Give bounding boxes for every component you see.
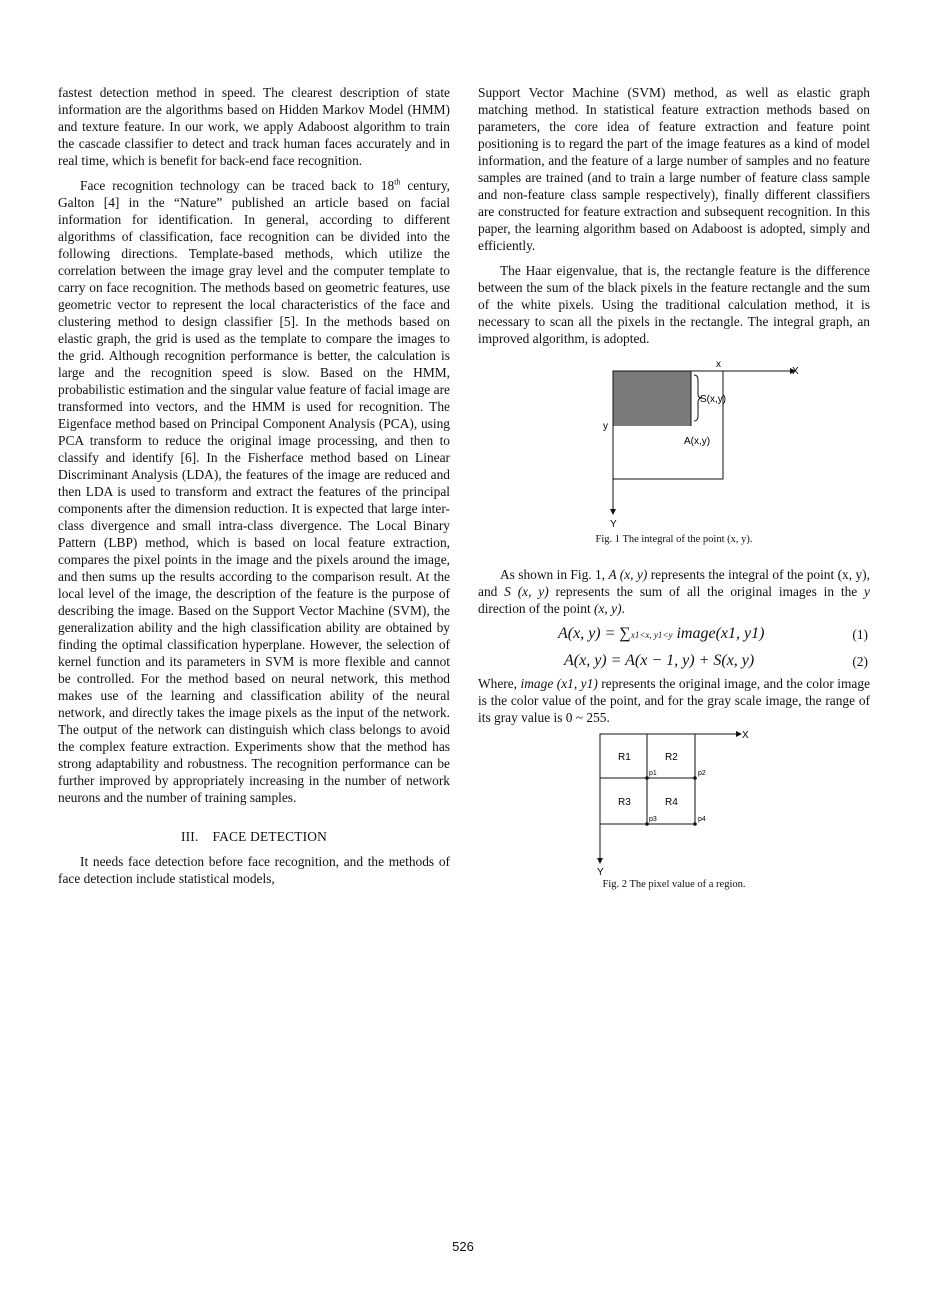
equation-2 [478,648,870,675]
right-column [478,84,870,891]
region-r1: R1 [618,752,631,763]
integral-region-shaded [613,371,691,426]
figure-1-diagram [478,357,870,529]
label-s: S(x,y) [700,394,727,405]
y-axis-arrow [610,509,616,515]
eq1-lhs: A(x, y) = ∑ [558,625,631,642]
point-p2 [693,776,697,780]
label-p3: p3 [649,816,657,823]
section-heading [58,828,450,845]
point-p4 [693,822,697,826]
right-paragraph-4 [478,675,870,726]
p3-italic-d: (x, y) [594,601,622,616]
p3-italic-b: S (x, y) [504,584,549,599]
left-paragraph-1: fastest detection method in speed. The clearest description of state information are the algorithms based on Hidden Markov Model (HMM) and texture feature. In our work, we apply Adaboost algorithm to train the cascade classifier to detect and track human faces accurately and in real time, which is benefit for back-end face recognition. [58,85,450,168]
label-x-small: x [716,359,721,370]
left-p2-superscript: th [394,177,401,187]
left-column [58,84,450,895]
p4-italic: image (x1, y1) [520,676,598,691]
region-r3: R3 [618,797,631,808]
label-p4: p4 [698,816,706,823]
p3-italic-c: y [864,584,870,599]
p3-text-c: represents the sum of all the original images in the [548,584,865,599]
fig2-label-x: X [742,730,749,741]
eq1-number: (1) [852,627,868,642]
p4-text-a: Where, [478,676,521,691]
page-number: 526 [452,1239,474,1254]
left-paragraph-2 [58,177,450,806]
p3-text-d: direction of the point [478,601,595,616]
label-a: A(x,y) [684,436,711,447]
figure-2-caption: Fig. 2 The pixel value of a region. [602,879,746,890]
p3-text-a: As shown in Fig. 1, [500,567,609,582]
label-y-small: y [603,421,608,432]
fig2-y-arrow [597,858,603,864]
label-y-big: Y [610,519,617,529]
section-title: FACE DETECTION [212,829,328,844]
eq1-rhs: image(x1, y1) [676,625,765,642]
eq2-body: A(x, y) = A(x − 1, y) + S(x, y) [564,652,755,669]
p3-italic-a: A (x, y) [608,567,648,582]
p3-text-b: represents the integral of the point (x, y), and [478,567,870,599]
p4-text-b: represents the original image, and the color image is the color value of the point, and for the gray scale image, the range of its gray value is 0 ~ 255. [478,676,871,725]
right-paragraph-2: The Haar eigenvalue, that is, the rectangle feature is the difference between the sum of the black pixels in the feature rectangle and the sum of the white pixels. Using the traditional calculation method, it is necessary to scan all the pixels in the rectangle. The integral graph, an improved algorithm, is adopted. [478,263,870,346]
label-x-big: X [792,366,799,377]
region-r2: R2 [665,752,678,763]
section-number: III. [180,829,199,844]
label-p2: p2 [698,770,706,777]
eq2-number: (2) [852,654,868,669]
fig2-label-y: Y [597,867,604,876]
left-p2-rest: century, Galton [4] in the “Nature” published an article based on facial information for identification. In general, according to different algorithms of classification, face recognition can be divided into the following directions. Template-based methods, which utilize the correlation between the image gray level and the computer template to carry on face recognition. The methods based on geometric features, use geometric vector to represent the local characteristics of the face and clustering method to design classifier [5]. In the methods based on elastic graph, the grid is used as the template to compare the images to the grid. Although recognition performance is better, the calculation is large and the recognition speed is slow. Based on the HMM, probabilistic estimation and the singular value feature of facial image are transformed into vectors, and the HMM is used for recognition. The Eigenface method based on Principal Component Analysis (PCA), using PCA transform to reduce the original image processing, and then to classify and identify [6]. In the Fisherface method based on Linear Discriminant Analysis (LDA), the features of the image are reduced and then LDA is used to transform and extract the features of the principal components after the dimension reduction. It is expected that large inter-class divergence and small intra-class divergence. The Local Binary Pattern (LBP) method, which is based on local feature extraction, compares the pixel points in the image and the pixels around the image, and then sums up the results according to the comparison result. At the local level of the image, the description of the feature is the purpose of describing the image. Based on the Support Vector Machine (SVM), the generalization ability and the high classification ability are obtained by finding the optimal classification hyperplane. However, the selection of kernel function and its parameters in SVM is more flexible and cannot be controlled. For the method based on neural network, this method makes use of the learning and classification ability of the neural network, and directly takes the image pixels as the input of the network. The output of the network can distinguish which class belongs to avoid the complex feature extraction. Experiments show that the method has strong adaptability and robustness. The recognition performance can be further improved by appropriately increasing in the number of network neurons and the number of training samples. [58,178,450,805]
figure-1 [478,357,870,529]
left-paragraph-3: It needs face detection before face recognition, and the methods of face detection include statistical models, [58,854,450,886]
label-p1: p1 [649,770,657,777]
right-paragraph-3 [478,566,870,617]
p3-text-e: . [621,601,625,616]
figure-2-diagram [478,730,870,876]
eq1-subscript: x1<x, y1<y [630,630,673,640]
figure-2 [478,730,870,876]
right-paragraph-1: Support Vector Machine (SVM) method, as well as elastic graph matching method. In statistical feature extraction methods based on parameters, the core idea of feature extraction and feature point positioning is to regard the part of the image features as a kind of model information, and the feature of a large number of samples and no feature samples are trained (and to train a large number of feature class sample and non-feature class sample respectively), finally different classifiers are constructed for feature extraction and subsequent recognition. In this paper, the learning algorithm based on Adaboost is adopted, simply and efficiently. [478,85,870,253]
left-p2-start: Face recognition technology can be traced back to 18 [80,178,395,193]
figure-1-caption: Fig. 1 The integral of the point (x, y). [595,534,753,545]
region-r4: R4 [665,797,678,808]
equation-1 [478,621,870,648]
